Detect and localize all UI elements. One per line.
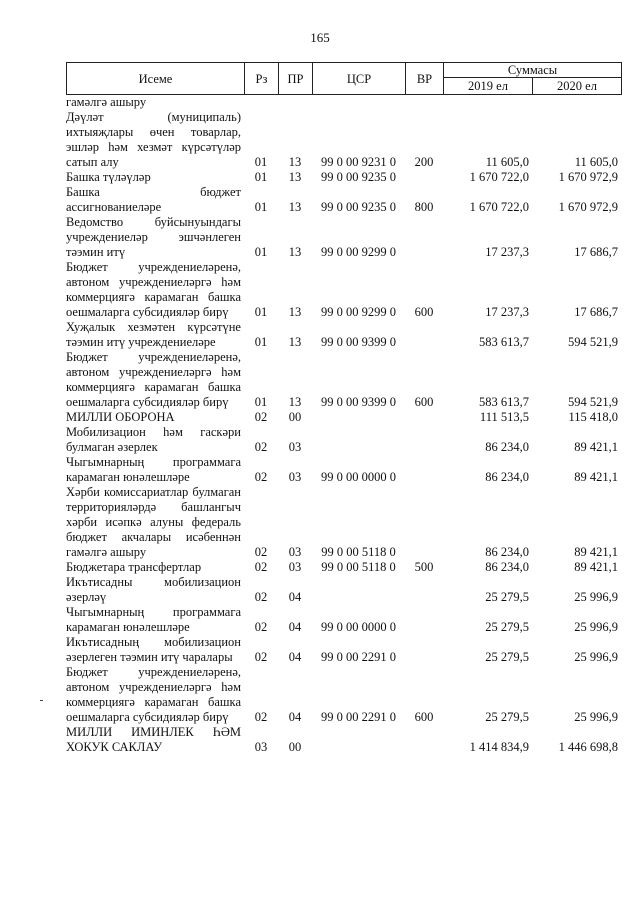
cell-rz: 02 bbox=[254, 590, 268, 604]
cell-vr: 600 bbox=[414, 395, 434, 409]
cell-pr: 13 bbox=[288, 170, 302, 184]
cell-vr bbox=[405, 320, 443, 350]
cell-name: Икътисадның мобилизацион әзерлеген тәэмин итү чаралары bbox=[66, 635, 241, 664]
cell-csr: 99 0 00 9299 0 bbox=[321, 305, 396, 319]
cell-rz: 02 bbox=[254, 440, 268, 454]
cell-2019: 86 234,0 bbox=[485, 560, 529, 574]
cell-vr bbox=[405, 485, 443, 560]
header-rz: Рз bbox=[245, 63, 279, 95]
cell-name: Хәрби комиссариатлар булмаган территорияләрдә башлангыч хәрби исәпкә алуны федераль бюджет акчалары исәбеннән гамәлгә ашыру bbox=[66, 485, 241, 559]
cell-name: МИЛЛИ ОБОРОНА bbox=[66, 410, 175, 424]
cell-pr: 03 bbox=[288, 440, 302, 454]
cell-2019: 25 279,5 bbox=[485, 620, 529, 634]
cell-2019: 17 237,3 bbox=[485, 305, 529, 319]
cell-csr bbox=[312, 425, 405, 455]
table-row bbox=[66, 95, 621, 110]
cell-vr bbox=[405, 215, 443, 260]
cell-name: МИЛЛИ ИМИНЛЕК ҺӘМ ХОКУК САКЛАУ bbox=[66, 725, 241, 754]
cell-rz bbox=[244, 95, 278, 110]
cell-2020: 11 605,0 bbox=[574, 155, 618, 169]
cell-pr: 04 bbox=[288, 590, 302, 604]
cell-rz: 02 bbox=[254, 620, 268, 634]
cell-rz: 01 bbox=[254, 155, 268, 169]
cell-rz: 02 bbox=[254, 410, 268, 424]
cell-csr: 99 0 00 9299 0 bbox=[321, 245, 396, 259]
table-row bbox=[66, 725, 621, 755]
cell-2020: 594 521,9 bbox=[568, 395, 618, 409]
cell-2019: 1 670 722,0 bbox=[469, 200, 529, 214]
cell-2019: 111 513,5 bbox=[479, 410, 529, 424]
cell-rz: 02 bbox=[254, 710, 268, 724]
cell-pr: 13 bbox=[288, 395, 302, 409]
header-csr: ЦСР bbox=[313, 63, 406, 95]
cell-2019: 17 237,3 bbox=[485, 245, 529, 259]
table-row bbox=[66, 455, 621, 485]
cell-name: Чыгымнарның программага карамаган юнәлешләре bbox=[66, 605, 241, 634]
cell-2020: 89 421,1 bbox=[574, 470, 618, 484]
cell-2020: 17 686,7 bbox=[574, 245, 618, 259]
cell-rz: 01 bbox=[254, 200, 268, 214]
cell-csr: 99 0 00 9231 0 bbox=[321, 155, 396, 169]
cell-2019: 86 234,0 bbox=[485, 470, 529, 484]
cell-2019: 86 234,0 bbox=[485, 545, 529, 559]
cell-pr: 13 bbox=[288, 305, 302, 319]
cell-name: Бюджет учреждениеләренә, автоном учреждениеләргә һәм коммерциягә карамаган башка оешмаларга субсидияләр бирү bbox=[66, 350, 241, 409]
cell-2019: 25 279,5 bbox=[485, 590, 529, 604]
cell-vr: 600 bbox=[414, 305, 434, 319]
table-row bbox=[66, 605, 621, 635]
cell-vr bbox=[405, 605, 443, 635]
cell-2019: 1 414 834,9 bbox=[469, 740, 529, 754]
table-header bbox=[66, 62, 622, 95]
cell-pr: 13 bbox=[288, 335, 302, 349]
table-row bbox=[66, 350, 621, 410]
cell-vr: 200 bbox=[414, 155, 434, 169]
cell-vr bbox=[405, 170, 443, 185]
cell-vr: 600 bbox=[414, 710, 434, 724]
cell-csr: 99 0 00 2291 0 bbox=[321, 710, 396, 724]
cell-vr bbox=[405, 725, 443, 755]
table-row bbox=[66, 110, 621, 170]
cell-pr: 00 bbox=[288, 740, 302, 754]
header-year-2019: 2019 ел bbox=[444, 78, 533, 95]
cell-2020: 115 418,0 bbox=[568, 410, 618, 424]
cell-pr: 04 bbox=[288, 620, 302, 634]
cell-name: Икътисадны мобилизацион әзерләү bbox=[66, 575, 241, 604]
cell-name: Башка түләүләр bbox=[66, 170, 151, 184]
cell-rz: 01 bbox=[254, 245, 268, 259]
cell-2019: 583 613,7 bbox=[479, 395, 529, 409]
cell-2020: 17 686,7 bbox=[574, 305, 618, 319]
cell-pr: 13 bbox=[288, 200, 302, 214]
cell-csr: 99 0 00 9399 0 bbox=[321, 335, 396, 349]
header-name: Исеме bbox=[67, 63, 245, 95]
cell-2020: 25 996,9 bbox=[574, 710, 618, 724]
cell-2019: 25 279,5 bbox=[485, 710, 529, 724]
cell-name: Башка бюджет ассигнованиеләре bbox=[66, 185, 241, 214]
cell-pr: 00 bbox=[288, 410, 302, 424]
page-number: 165 bbox=[310, 30, 330, 45]
header-sums: Суммасы bbox=[444, 63, 622, 78]
cell-name: гамәлгә ашыру bbox=[66, 95, 147, 109]
table-row bbox=[66, 560, 621, 575]
table-row bbox=[66, 665, 621, 725]
cell-rz: 03 bbox=[254, 740, 268, 754]
cell-rz: 01 bbox=[254, 395, 268, 409]
cell-2019: 583 613,7 bbox=[479, 335, 529, 349]
cell-2020: 594 521,9 bbox=[568, 335, 618, 349]
cell-2019: 86 234,0 bbox=[485, 440, 529, 454]
cell-2020: 89 421,1 bbox=[574, 440, 618, 454]
cell-vr bbox=[405, 95, 443, 110]
cell-2020: 1 670 972,9 bbox=[558, 200, 618, 214]
cell-rz: 01 bbox=[254, 335, 268, 349]
cell-csr bbox=[312, 95, 405, 110]
cell-name: Чыгымнарның программага карамаган юнәлешләре bbox=[66, 455, 241, 484]
cell-2020: 89 421,1 bbox=[574, 560, 618, 574]
table-row bbox=[66, 260, 621, 320]
cell-2020 bbox=[532, 95, 621, 110]
cell-pr: 03 bbox=[288, 545, 302, 559]
cell-2019 bbox=[443, 95, 532, 110]
table-row bbox=[66, 215, 621, 260]
cell-name: Мобилизацион һәм гаскәри булмаган әзерлек bbox=[66, 425, 241, 454]
header-vr: ВР bbox=[406, 63, 444, 95]
table-row bbox=[66, 425, 621, 455]
table-row bbox=[66, 410, 621, 425]
cell-csr: 99 0 00 9235 0 bbox=[321, 170, 396, 184]
cell-csr: 99 0 00 9399 0 bbox=[321, 395, 396, 409]
cell-rz: 02 bbox=[254, 545, 268, 559]
cell-rz: 02 bbox=[254, 470, 268, 484]
cell-2019: 25 279,5 bbox=[485, 650, 529, 664]
table-row bbox=[66, 635, 621, 665]
cell-name: Ведомство буйсынуындагы учреждениеләр эшчәнлеген тәэмин итү bbox=[66, 215, 241, 259]
cell-name: Бюджет учреждениеләренә, автоном учреждениеләргә һәм коммерциягә карамаган башка оешмаларга субсидияләр бирү bbox=[66, 665, 241, 724]
cell-pr: 04 bbox=[288, 650, 302, 664]
cell-csr bbox=[312, 575, 405, 605]
cell-rz: 01 bbox=[254, 305, 268, 319]
table-body bbox=[66, 95, 621, 755]
cell-2019: 1 670 722,0 bbox=[469, 170, 529, 184]
cell-vr bbox=[405, 635, 443, 665]
cell-pr bbox=[278, 95, 312, 110]
cell-name: Бюджет учреждениеләренә, автоном учреждениеләргә һәм коммерциягә карамаган башка оешмаларга субсидияләр бирү bbox=[66, 260, 241, 319]
cell-csr: 99 0 00 0000 0 bbox=[321, 470, 396, 484]
cell-csr: 99 0 00 0000 0 bbox=[321, 620, 396, 634]
cell-csr: 99 0 00 5118 0 bbox=[321, 545, 396, 559]
cell-pr: 03 bbox=[288, 560, 302, 574]
header-year-2020: 2020 ел bbox=[533, 78, 622, 95]
cell-2020: 25 996,9 bbox=[574, 620, 618, 634]
table-row bbox=[66, 185, 621, 215]
cell-vr: 500 bbox=[414, 560, 434, 574]
cell-vr: 800 bbox=[414, 200, 434, 214]
table-row bbox=[66, 575, 621, 605]
scan-mark bbox=[40, 700, 43, 701]
header-pr: ПР bbox=[279, 63, 313, 95]
cell-csr bbox=[312, 410, 405, 425]
cell-name: Хуҗалык хезмәтен күрсәтүне тәэмин итү учреждениеләре bbox=[66, 320, 241, 349]
cell-csr bbox=[312, 725, 405, 755]
cell-vr bbox=[405, 425, 443, 455]
cell-2020: 25 996,9 bbox=[574, 650, 618, 664]
cell-csr: 99 0 00 5118 0 bbox=[321, 560, 396, 574]
cell-2020: 1 446 698,8 bbox=[558, 740, 618, 754]
cell-2019: 11 605,0 bbox=[485, 155, 529, 169]
cell-2020: 25 996,9 bbox=[574, 590, 618, 604]
cell-csr: 99 0 00 9235 0 bbox=[321, 200, 396, 214]
cell-rz: 01 bbox=[254, 170, 268, 184]
cell-2020: 89 421,1 bbox=[574, 545, 618, 559]
cell-vr bbox=[405, 410, 443, 425]
cell-name: Бюджетара трансфертлар bbox=[66, 560, 202, 574]
cell-vr bbox=[405, 455, 443, 485]
cell-csr: 99 0 00 2291 0 bbox=[321, 650, 396, 664]
cell-2020: 1 670 972,9 bbox=[558, 170, 618, 184]
cell-name: Дәүләт (муниципаль) ихтыяҗлары өчен товарлар, эшләр һәм хезмәт күрсәтүләр сатып алу bbox=[66, 110, 241, 169]
cell-rz: 02 bbox=[254, 560, 268, 574]
cell-pr: 13 bbox=[288, 245, 302, 259]
cell-pr: 13 bbox=[288, 155, 302, 169]
cell-pr: 04 bbox=[288, 710, 302, 724]
table-row bbox=[66, 485, 621, 560]
cell-rz: 02 bbox=[254, 650, 268, 664]
table-row bbox=[66, 320, 621, 350]
table-row bbox=[66, 170, 621, 185]
cell-vr bbox=[405, 575, 443, 605]
cell-pr: 03 bbox=[288, 470, 302, 484]
